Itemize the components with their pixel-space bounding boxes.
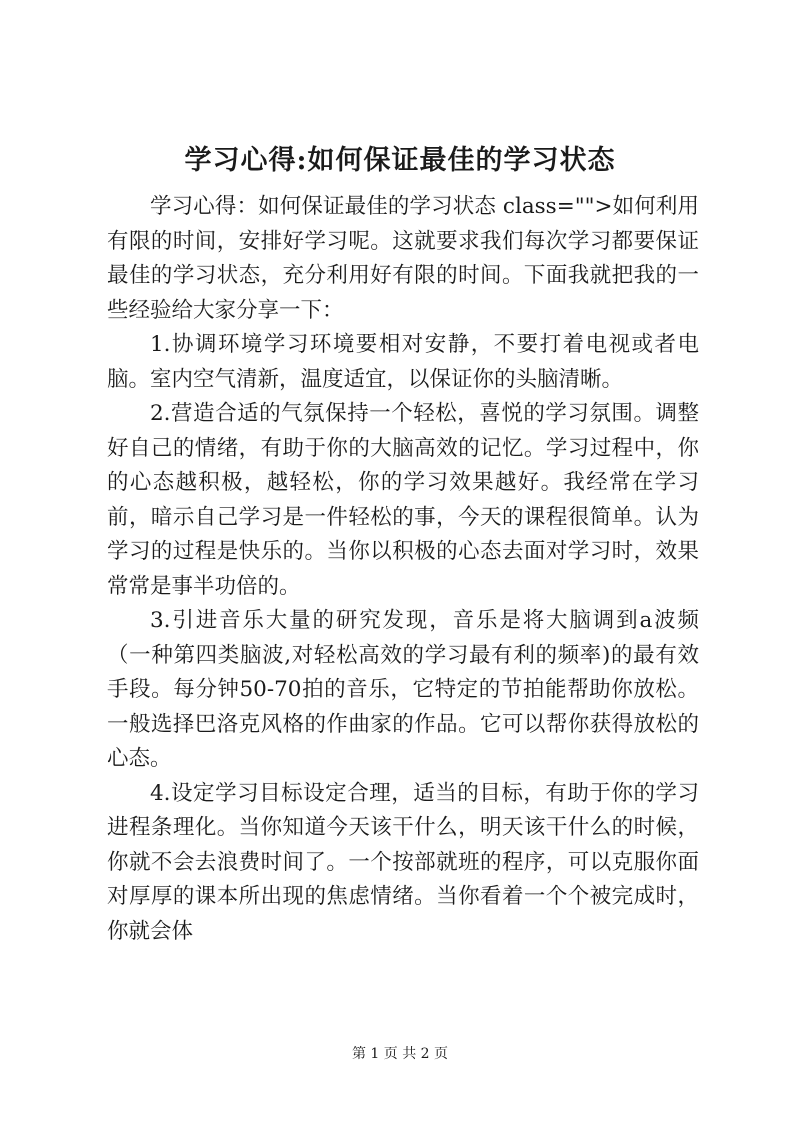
paragraph-music: 3.引进音乐大量的研究发现，音乐是将大脑调到a波频（一种第四类脑波,对轻松高效的学习最有利的频率)的最有效手段。每分钟50-70拍的音乐，它特定的节拍能帮助你放松。一般选择巴洛克风格的作曲家的作品。它可以帮你获得放松的心态。 [107, 608, 699, 771]
paragraph-atmosphere: 2.营造合适的气氛保持一个轻松，喜悦的学习氛围。调整好自己的情绪，有助于你的大脑高效的记忆。学习过程中，你的心态越积极，越轻松，你的学习效果越好。我经常在学习前，暗示自己学习是一件轻松的事，今天的课程很简单。认为学习的过程是快乐的。当你以积极的心态去面对学习时，效果常常是事半功倍的。 [107, 401, 699, 599]
paragraph-intro: 学习心得：如何保证最佳的学习状态 class="">如何利用有限的时间，安排好学习呢。这就要求我们每次学习都要保证最佳的学习状态，充分利用好有限的时间。下面我就把我的一些经验给大家分享一下： [107, 194, 699, 323]
paragraph-environment: 1.协调环境学习环境要相对安静，不要打着电视或者电脑。室内空气清新，温度适宜，以保证你的头脑清晰。 [107, 332, 699, 392]
paragraph-goals: 4.设定学习目标设定合理，适当的目标，有助于你的学习进程条理化。当你知道今天该干什么，明天该干什么的时候，你就不会去浪费时间了。一个按部就班的程序，可以克服你面对厚厚的课本所出现的焦虑情绪。当你看着一个个被完成时，你就会体 [107, 780, 699, 944]
document-title: 学习心得:如何保证最佳的学习状态 [184, 145, 616, 176]
page-footer: 第 1 页 共 2 页 [351, 1046, 449, 1062]
document-body [107, 190, 699, 949]
